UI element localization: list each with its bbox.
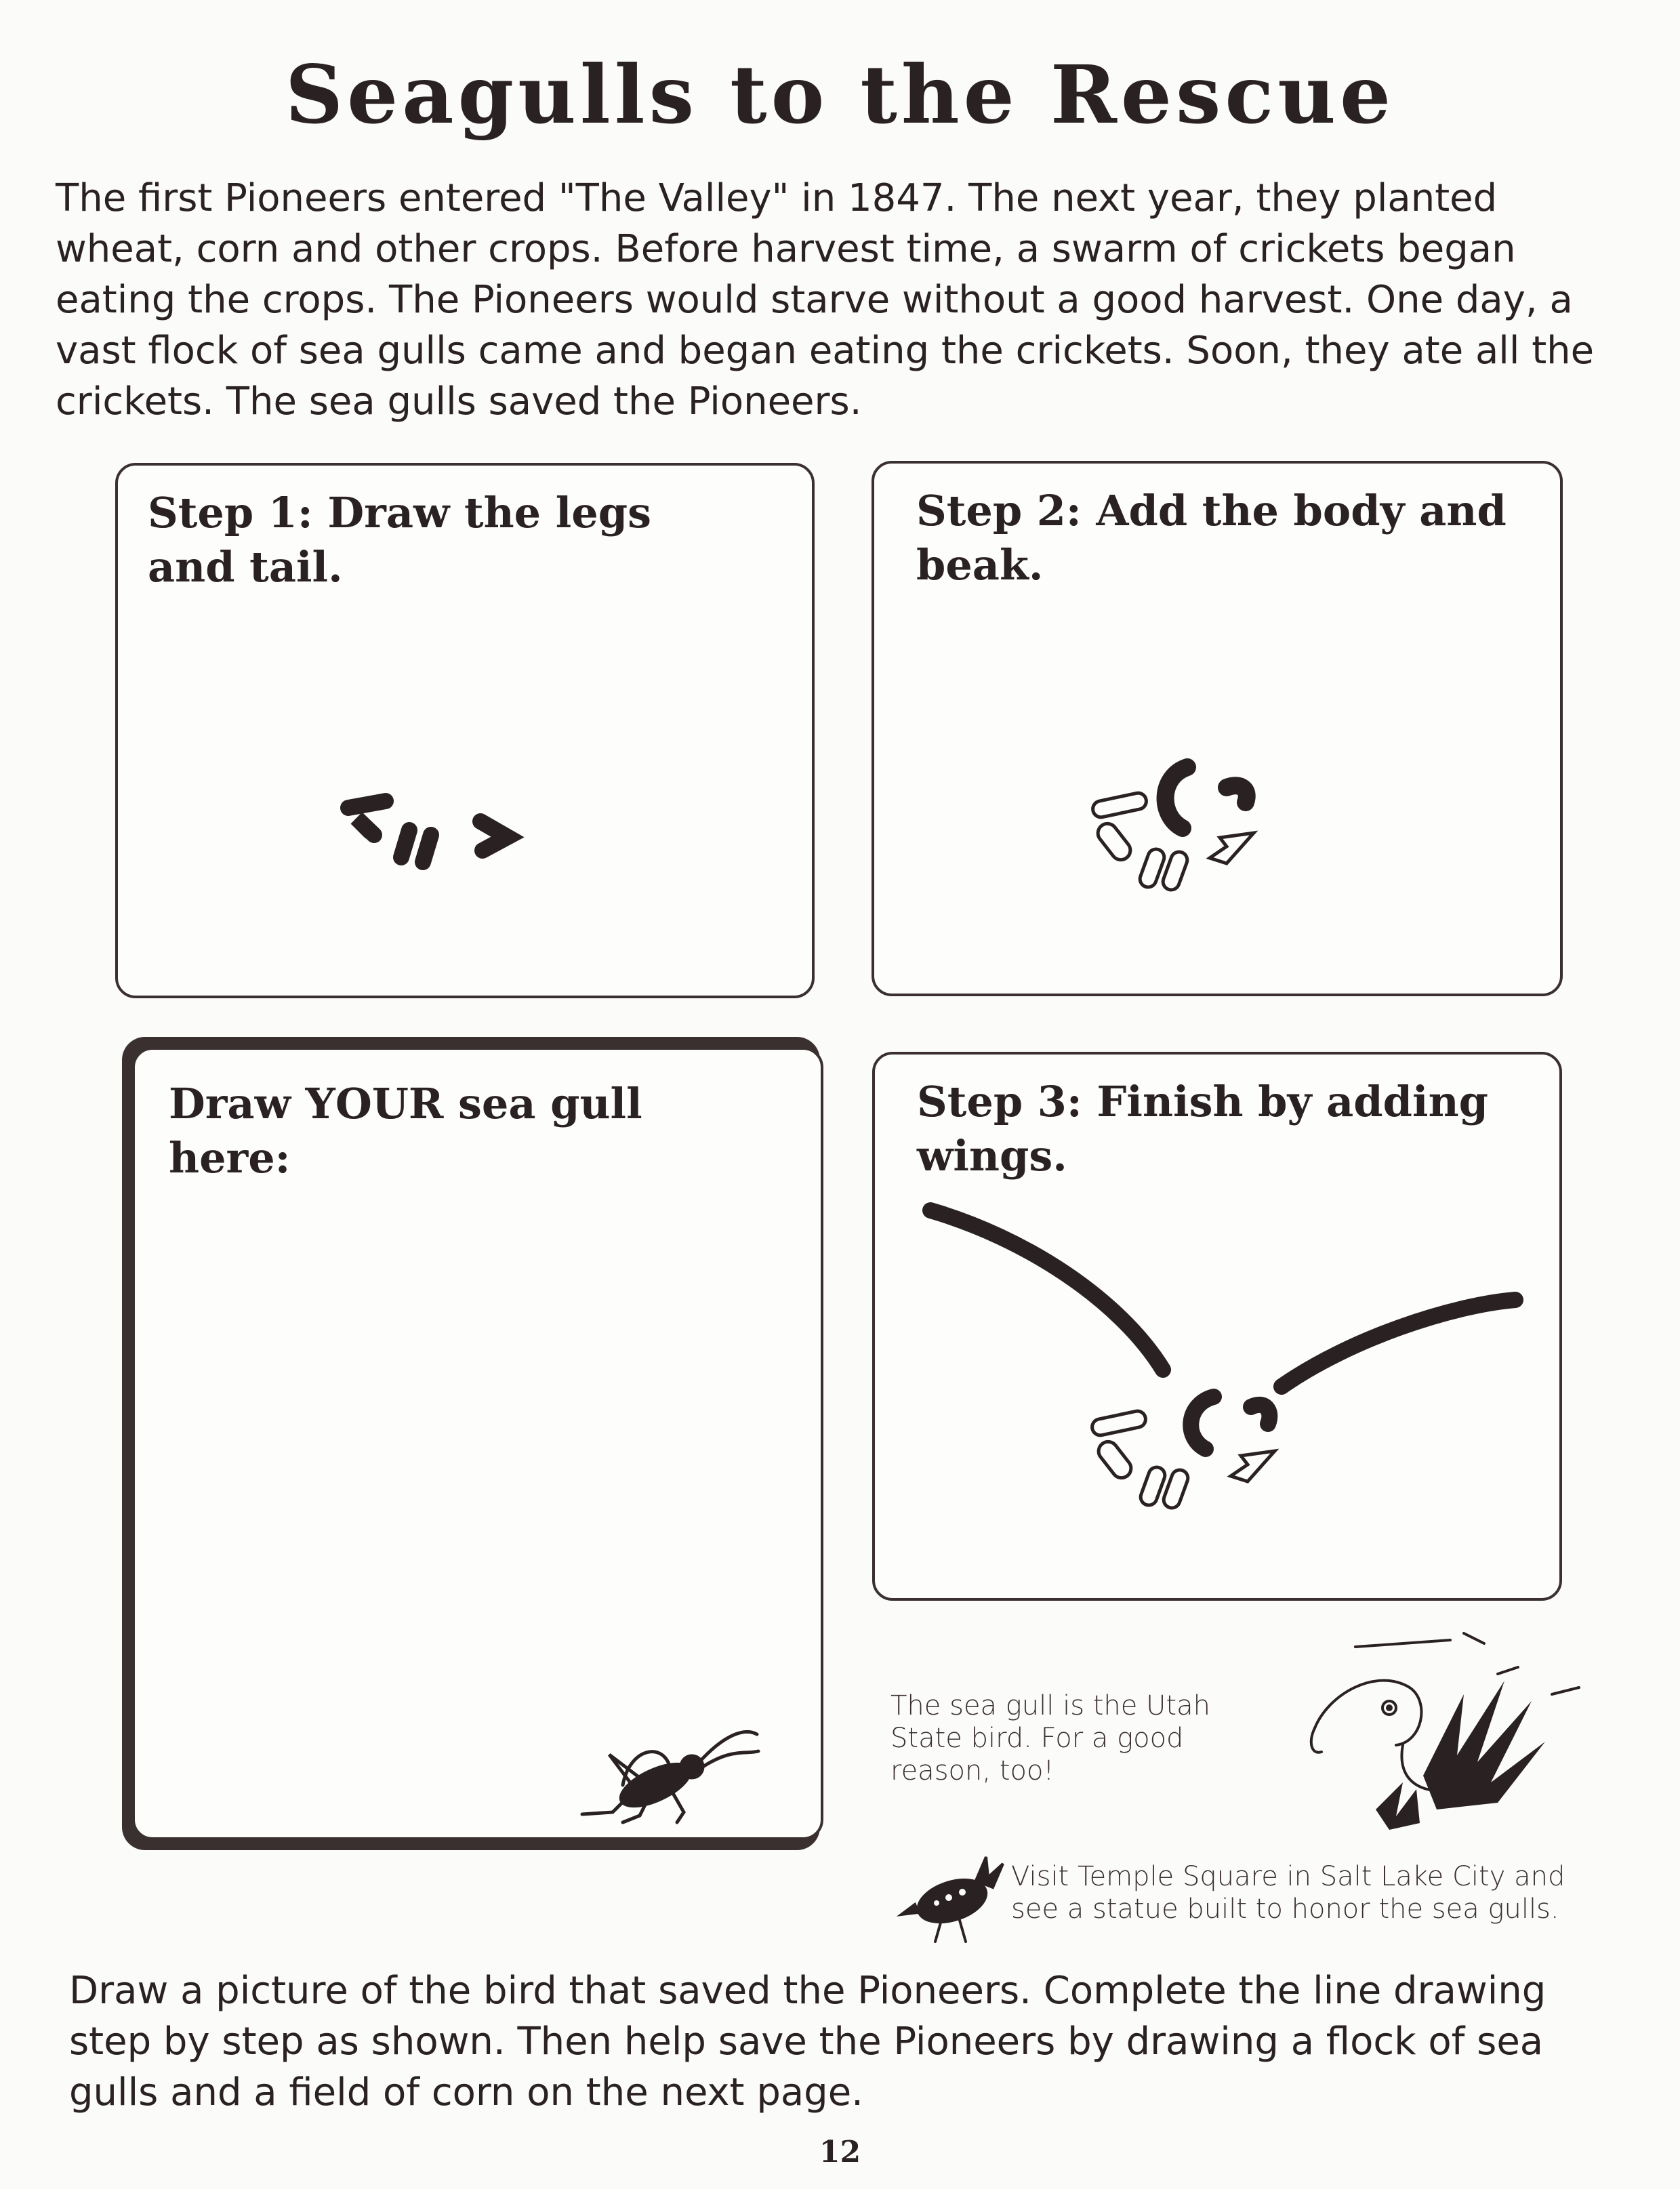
leg-stroke-1: [401, 830, 409, 857]
state-bird-fact: The sea gull is the Utah State bird. For a good reason, too!: [890, 1690, 1210, 1786]
left-wing: [930, 1210, 1163, 1370]
tail-chevron-outline: [1210, 833, 1254, 863]
step-1-panel: [115, 463, 815, 998]
step-2-panel: [872, 461, 1563, 996]
beak-curve: [1251, 1405, 1269, 1424]
tail-stroke: [348, 801, 386, 808]
step-2-drawing: [874, 464, 1565, 999]
small-bird-icon: [901, 1850, 1010, 1945]
leg-outline-a: [1094, 1438, 1134, 1482]
body-curve: [1191, 1397, 1214, 1449]
body-curve: [1166, 767, 1187, 828]
leg-outline-a: [1094, 820, 1134, 864]
cricket-icon: [135, 1050, 826, 1843]
your-drawing-label: Draw YOUR sea gull here:: [169, 1079, 642, 1183]
step-3-label: Step 3: Finish by adding wings.: [917, 1077, 1488, 1181]
page-title: Seagulls to the Rescue: [285, 47, 1395, 142]
sea-gull-cartoon-icon: [1274, 1627, 1626, 1830]
temple-square-fact: Visit Temple Square in Salt Lake City and see a statue built to honor the sea gulls.: [1011, 1861, 1565, 1925]
instructions-paragraph: Draw a picture of the bird that saved the Pioneers. Complete the line drawing step by step as shown. Then help save the Pioneers by drawing a flock of sea gulls and a field of corn on the next page.: [69, 1969, 1546, 2114]
tail-chevron: [480, 821, 508, 851]
your-drawing-panel[interactable]: [132, 1047, 823, 1840]
intro-paragraph: The first Pioneers entered "The Valley" in 1847. The next year, they planted wheat, corn and other crops. Before harvest time, a swarm of crickets began eating the crops. The Pioneers would starve without a good harvest. One day, a vast flock of sea gulls came and began eating the crickets. Soon, they ate all the crickets. The sea gulls saved the Pioneers.: [56, 176, 1595, 424]
page-number: 12: [819, 2135, 861, 2169]
tail-outline: [1091, 792, 1147, 819]
step-3-drawing: [875, 1055, 1565, 1603]
step-3-panel: [872, 1052, 1562, 1601]
beak-curve: [1227, 785, 1247, 802]
tail-outline: [1090, 1410, 1147, 1437]
step-1-drawing: [118, 466, 817, 1001]
right-wing: [1282, 1300, 1515, 1387]
leg-stroke-left: [356, 818, 374, 835]
step-2-label: Step 2: Add the body and beak.: [916, 486, 1507, 590]
tail-chevron-outline: [1231, 1451, 1275, 1481]
step-1-label: Step 1: Draw the legs and tail.: [148, 488, 651, 592]
leg-stroke-2: [423, 835, 431, 862]
